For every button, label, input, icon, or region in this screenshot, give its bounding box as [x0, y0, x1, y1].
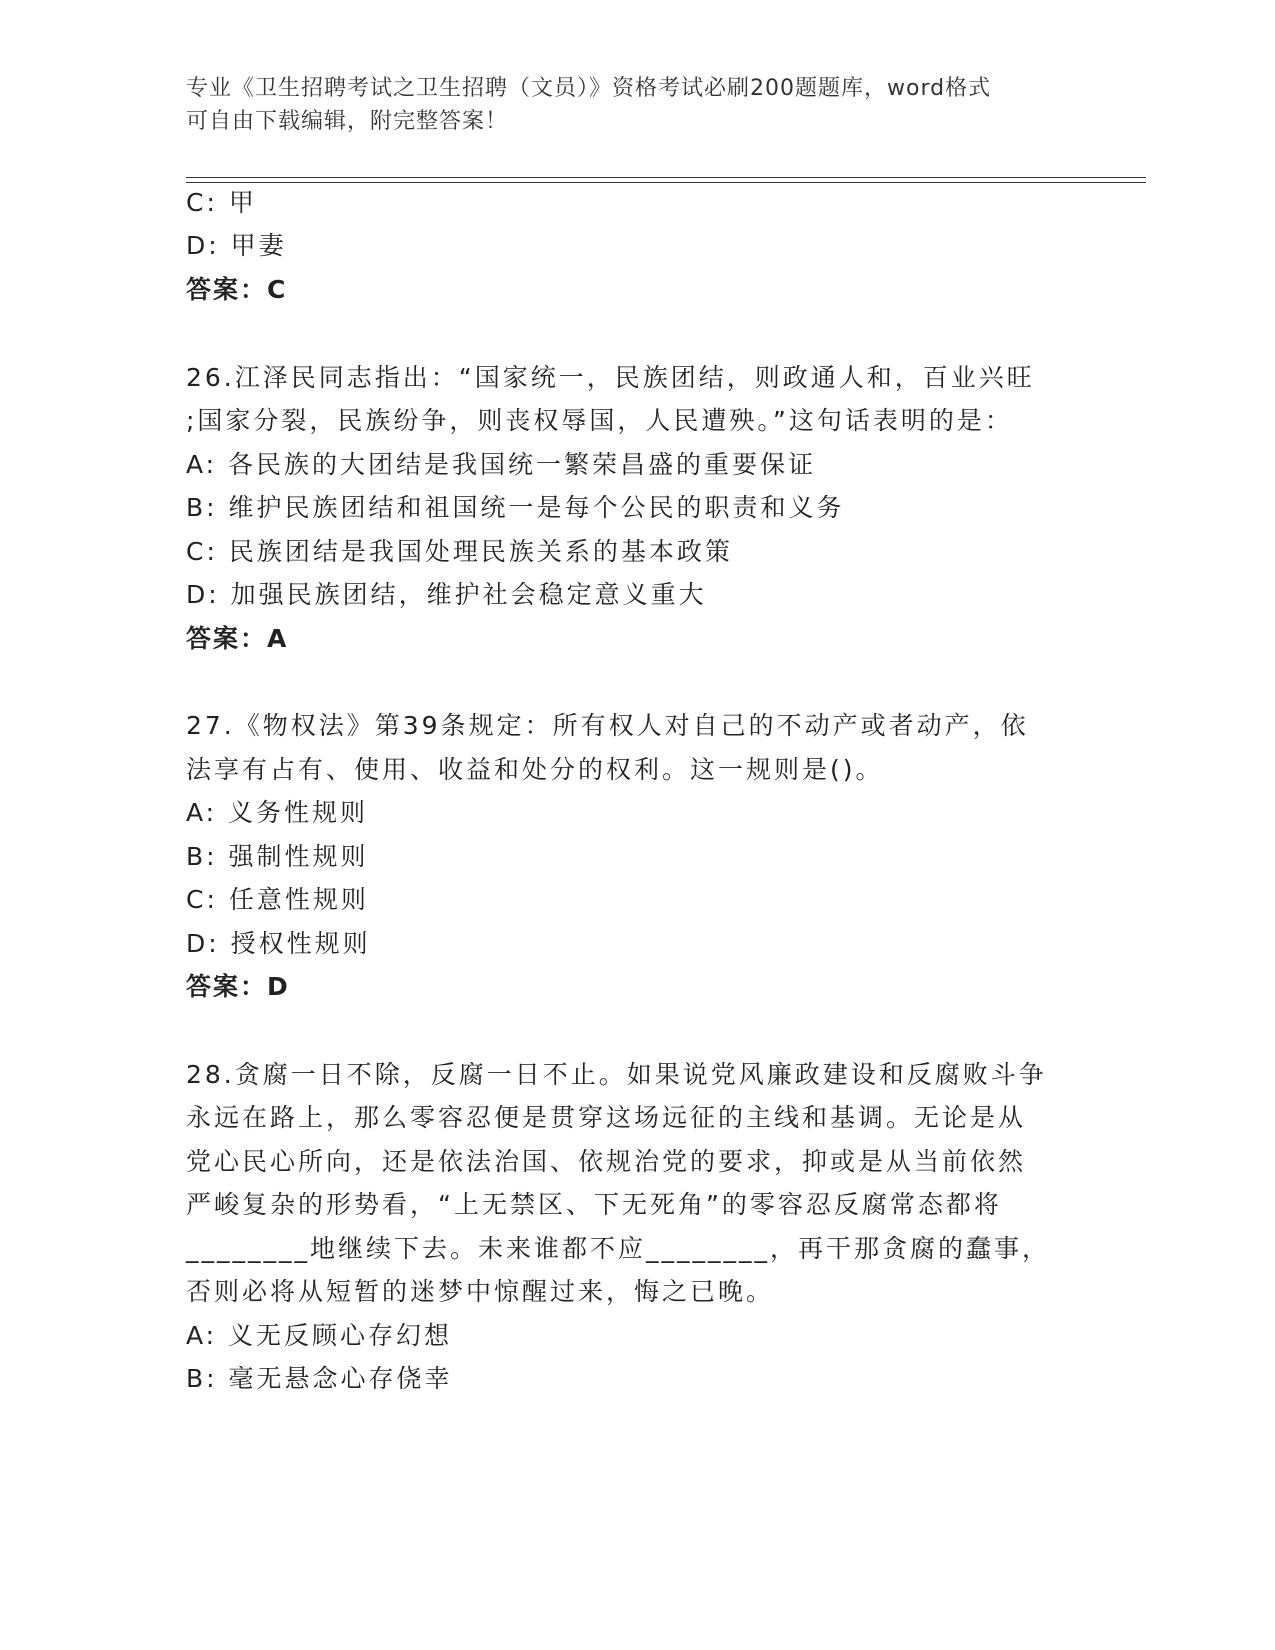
q28-stem-line-2: 永远在路上，那么零容忍便是贯穿这场远征的主线和基调。无论是从 [186, 1103, 1027, 1132]
q25-option-c: C: 甲 [186, 188, 257, 217]
document-header [186, 72, 1086, 138]
q27-stem-line-2: 法享有占有、使用、收益和处分的权利。这一规则是()。 [186, 755, 884, 784]
q25-option-d: D: 甲妻 [186, 231, 287, 260]
q27-option-a: A: 义务性规则 [186, 798, 369, 827]
header-rule-top [186, 177, 1146, 178]
q26-option-b: B: 维护民族团结和祖国统一是每个公民的职责和义务 [186, 493, 845, 522]
q27-option-b: B: 强制性规则 [186, 842, 369, 871]
q28-stem-line-4: 严峻复杂的形势看，“上无禁区、下无死角”的零容忍反腐常态都将 [186, 1190, 1002, 1219]
q26-stem-line-2: ;国家分裂，民族纷争，则丧权辱国，人民遭殃。”这句话表明的是： [186, 406, 1013, 435]
q28-stem-line-1: 28.贪腐一日不除，反腐一日不止。如果说党风廉政建设和反腐败斗争 [186, 1060, 1047, 1089]
q26-option-a: A: 各民族的大团结是我国统一繁荣昌盛的重要保证 [186, 450, 817, 479]
header-line-1: 专业《卫生招聘考试之卫生招聘（文员）》资格考试必刷200题题库，word格式 [186, 76, 992, 101]
q27-answer: 答案：D [186, 972, 290, 1001]
q26-answer: 答案：A [186, 624, 289, 653]
header-line-2: 可自由下载编辑，附完整答案！ [186, 109, 509, 134]
q28-stem-line-6: 否则必将从短暂的迷梦中惊醒过来，悔之已晚。 [186, 1277, 775, 1306]
q25-answer: 答案：C [186, 275, 288, 304]
q26-stem-line-1: 26.江泽民同志指出：“国家统一，民族团结，则政通人和，百业兴旺 [186, 363, 1035, 392]
q27-option-d: D: 授权性规则 [186, 929, 371, 958]
q28-option-b: B: 毫无悬念心存侥幸 [186, 1364, 453, 1393]
q28-stem-line-3: 党心民心所向，还是依法治国、依规治党的要求，抑或是从当前依然 [186, 1147, 1027, 1176]
q26-option-d: D: 加强民族团结，维护社会稳定意义重大 [186, 580, 707, 609]
q26-option-c: C: 民族团结是我国处理民族关系的基本政策 [186, 537, 733, 566]
header-rule-bottom [186, 182, 1146, 183]
q27-option-c: C: 任意性规则 [186, 885, 369, 914]
q28-option-a: A: 义无反顾心存幻想 [186, 1321, 453, 1350]
q28-stem-line-5: ________地继续下去。未来谁都不应________，再干那贪腐的蠢事， [186, 1234, 1051, 1263]
q27-stem-line-1: 27.《物权法》第39条规定：所有权人对自己的不动产或者动产，依 [186, 711, 1029, 740]
